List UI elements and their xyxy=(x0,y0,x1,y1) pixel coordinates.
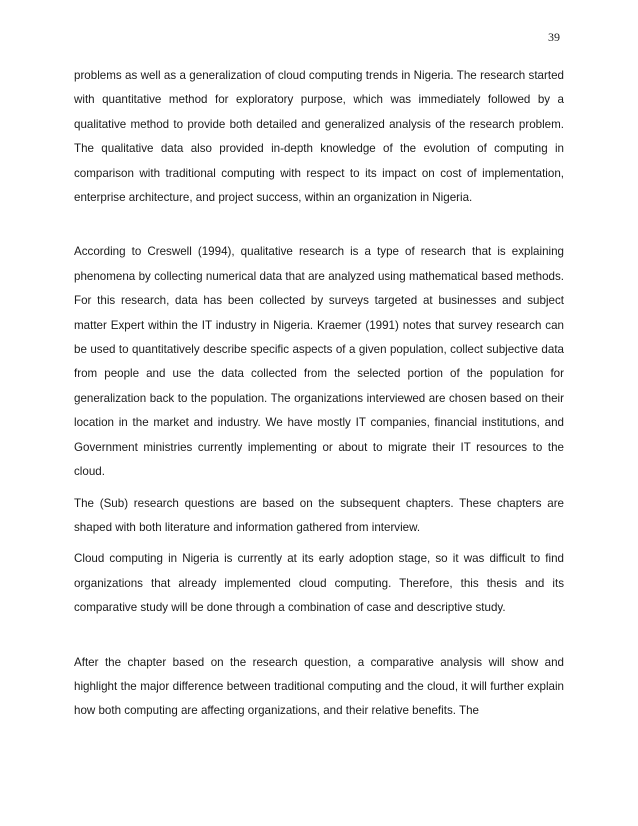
paragraph-gap xyxy=(74,210,564,240)
page-number: 39 xyxy=(548,30,560,44)
paragraph-gap xyxy=(74,621,564,651)
paragraph-creswell: According to Creswell (1994), qualitative research is a type of research that is explaining phenomena by collecting numerical data that are analyzed using mathematical based methods. For this research, data has been collected by surveys targeted at businesses and subject matter Expert within the IT industry in Nigeria. Kraemer (1991) notes that survey research can be used to quantitatively describe specific aspects of a given population, collect subjective data from people and use the data collected from the selected portion of the population for generalization back to the population. The organizations interviewed are chosen based on their location in the market and industry. We have mostly IT companies, financial institutions, and Government ministries currently implementing or about to migrate their IT resources to the cloud. xyxy=(74,245,564,479)
paragraph-comparative-analysis: After the chapter based on the research question, a comparative analysis will show and highlight the major difference between traditional computing and the cloud, it will further explain how both computing are affecting organizations, and their relative benefits. The xyxy=(74,655,564,718)
body-text xyxy=(74,64,564,724)
paragraph-methodology-continuation: problems as well as a generalization of cloud computing trends in Nigeria. The research started with quantitative method for exploratory purpose, which was immediately followed by a qualitative method to provide both detailed and generalized analysis of the research problem. The qualitative data also provided in-depth knowledge of the evolution of computing in comparison with traditional computing with respect to its impact on cost of implementation, enterprise architecture, and project success, within an organization in Nigeria. xyxy=(74,69,564,205)
paragraph-gap xyxy=(74,540,564,547)
paragraph-gap xyxy=(74,485,564,492)
paragraph-research-questions: The (Sub) research questions are based on the subsequent chapters. These chapters are shaped with both literature and information gathered from interview. xyxy=(74,496,564,534)
paragraph-cloud-adoption: Cloud computing in Nigeria is currently at its early adoption stage, so it was difficult to find organizations that already implemented cloud computing. Therefore, this thesis and its comparative study will be done through a combination of case and descriptive study. xyxy=(74,552,564,615)
